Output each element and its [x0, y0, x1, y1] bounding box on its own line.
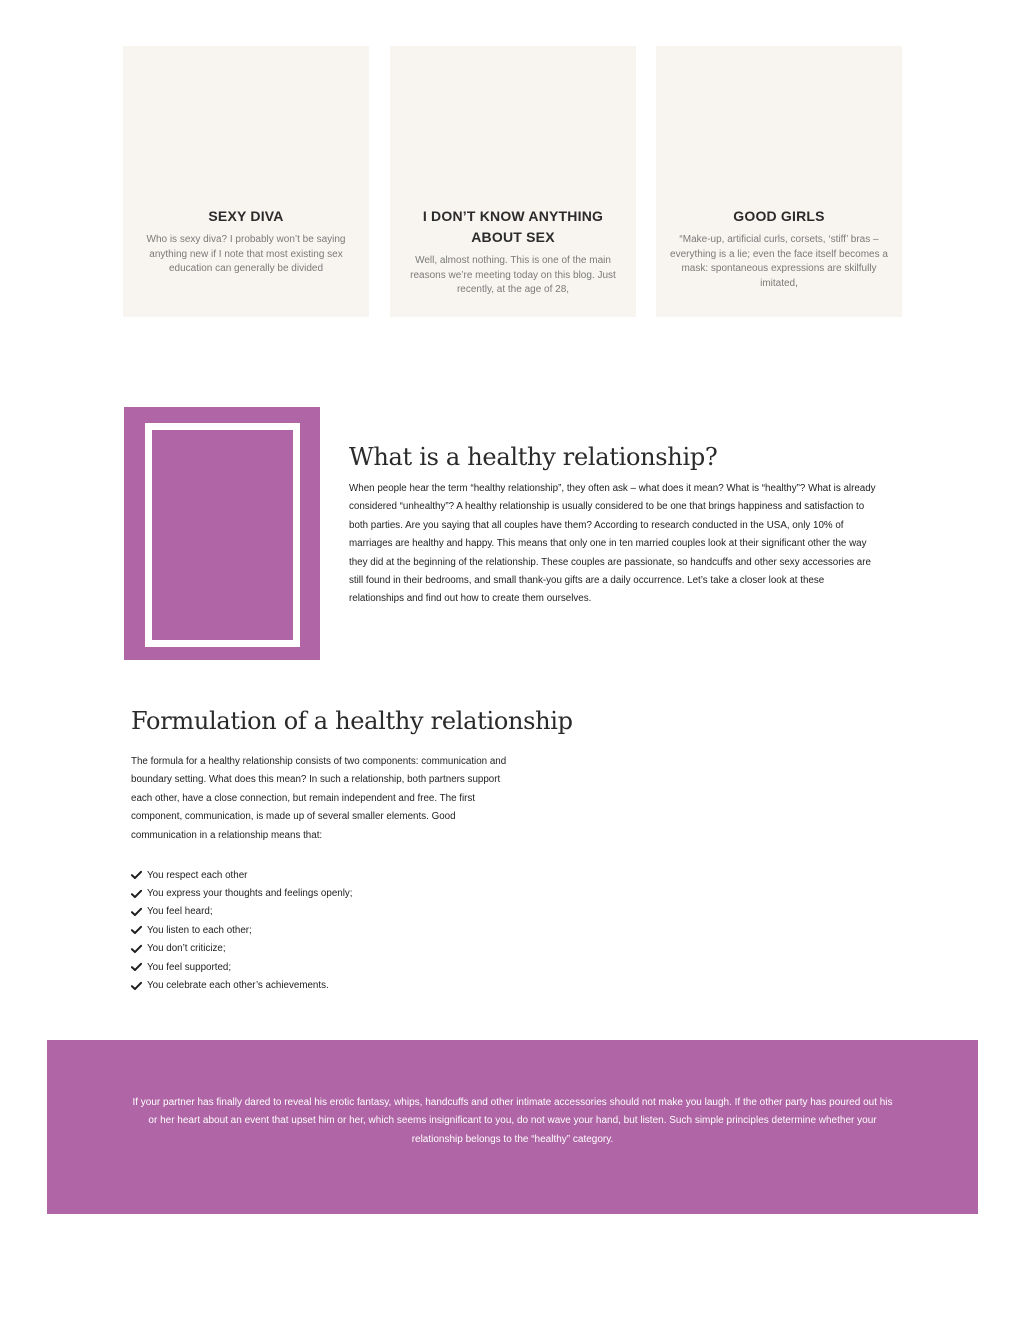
card-excerpt: Who is sexy diva? I probably won’t be saying anything new if I note that most existing sex education can generally be divided — [146, 234, 346, 274]
quote-text: If your partner has finally dared to reveal his erotic fantasy, whips, handcuffs and other intimate accessories should not make you laugh. If the other party has poured out his or her heart about an event that upset him or her, which seems insignificant to you, do not wave your hand, but listen. Such simple principles determine whether your relationship belongs to the “healthy” category. — [132, 1097, 893, 1145]
check-icon — [131, 889, 142, 899]
communication-checklist — [131, 866, 353, 995]
list-item-text: You feel supported; — [147, 961, 232, 973]
card-title[interactable]: I DON’T KNOW ANYTHING ABOUT SEX — [422, 208, 604, 245]
card-excerpt: Well, almost nothing. This is one of the main reasons we’re meeting today on this blog. Just recently, at the age of 28, — [410, 255, 616, 295]
section-heading-healthy-relationship: What is a healthy relationship? — [349, 443, 718, 471]
list-item — [131, 866, 353, 884]
check-icon — [131, 870, 142, 880]
post-card-good-girls[interactable] — [656, 46, 902, 317]
list-item-text: You express your thoughts and feelings openly; — [147, 888, 353, 900]
list-item-text: You respect each other — [147, 869, 248, 881]
check-icon — [131, 962, 142, 972]
check-icon — [131, 925, 142, 935]
post-card-i-dont-know[interactable] — [390, 46, 636, 317]
list-item-text: You feel heard; — [147, 906, 213, 918]
check-icon — [131, 944, 142, 954]
frame-border — [145, 423, 300, 647]
section-paragraph: The formula for a healthy relationship consists of two components: communication and boundary setting. What does this mean? In such a relationship, both partners support each other, have a close connection, but remain independent and free. The first component, communication, is made up of several smaller elements. Good communication in a relationship means that: — [131, 756, 507, 841]
list-item — [131, 976, 353, 994]
list-item — [131, 921, 353, 939]
quote-banner — [47, 1040, 978, 1214]
card-excerpt: “Make-up, artificial curls, corsets, ‘stiff’ bras – everything is a lie; even the face itself becomes a mask: spontaneous expressions are skilfully imitated, — [670, 234, 888, 289]
list-item-text: You celebrate each other’s achievements. — [147, 980, 329, 992]
list-item — [131, 958, 353, 976]
list-item — [131, 940, 353, 958]
section-paragraph: When people hear the term “healthy relationship”, they often ask – what does it mean? What is “healthy”? What is already considered “unhealthy”? A healthy relationship is usually considered to be one that brings happiness and satisfaction to both parties. Are you saying that all couples have them? According to research conducted in the USA, only 10% of marriages are healthy and happy. This means that only one in ten married couples look at their significant other the way they did at the beginning of the relationship. These couples are passionate, so handcuffs and other sexy accessories are still found in their bedrooms, and small thank-you gifts are a daily occurrence. Let’s take a closer look at these relationships and find out how to create them ourselves. — [349, 483, 876, 605]
card-title[interactable]: GOOD GIRLS — [733, 208, 825, 224]
list-item — [131, 903, 353, 921]
check-icon — [131, 907, 142, 917]
list-item-text: You don’t criticize; — [147, 943, 226, 955]
post-card-sexy-diva[interactable] — [123, 46, 369, 317]
check-icon — [131, 981, 142, 991]
card-title[interactable]: SEXY DIVA — [208, 208, 284, 224]
list-item-text: You listen to each other; — [147, 924, 252, 936]
section-heading-formulation: Formulation of a healthy relationship — [131, 707, 573, 735]
list-item — [131, 884, 353, 902]
decorative-frame-image — [124, 407, 320, 660]
